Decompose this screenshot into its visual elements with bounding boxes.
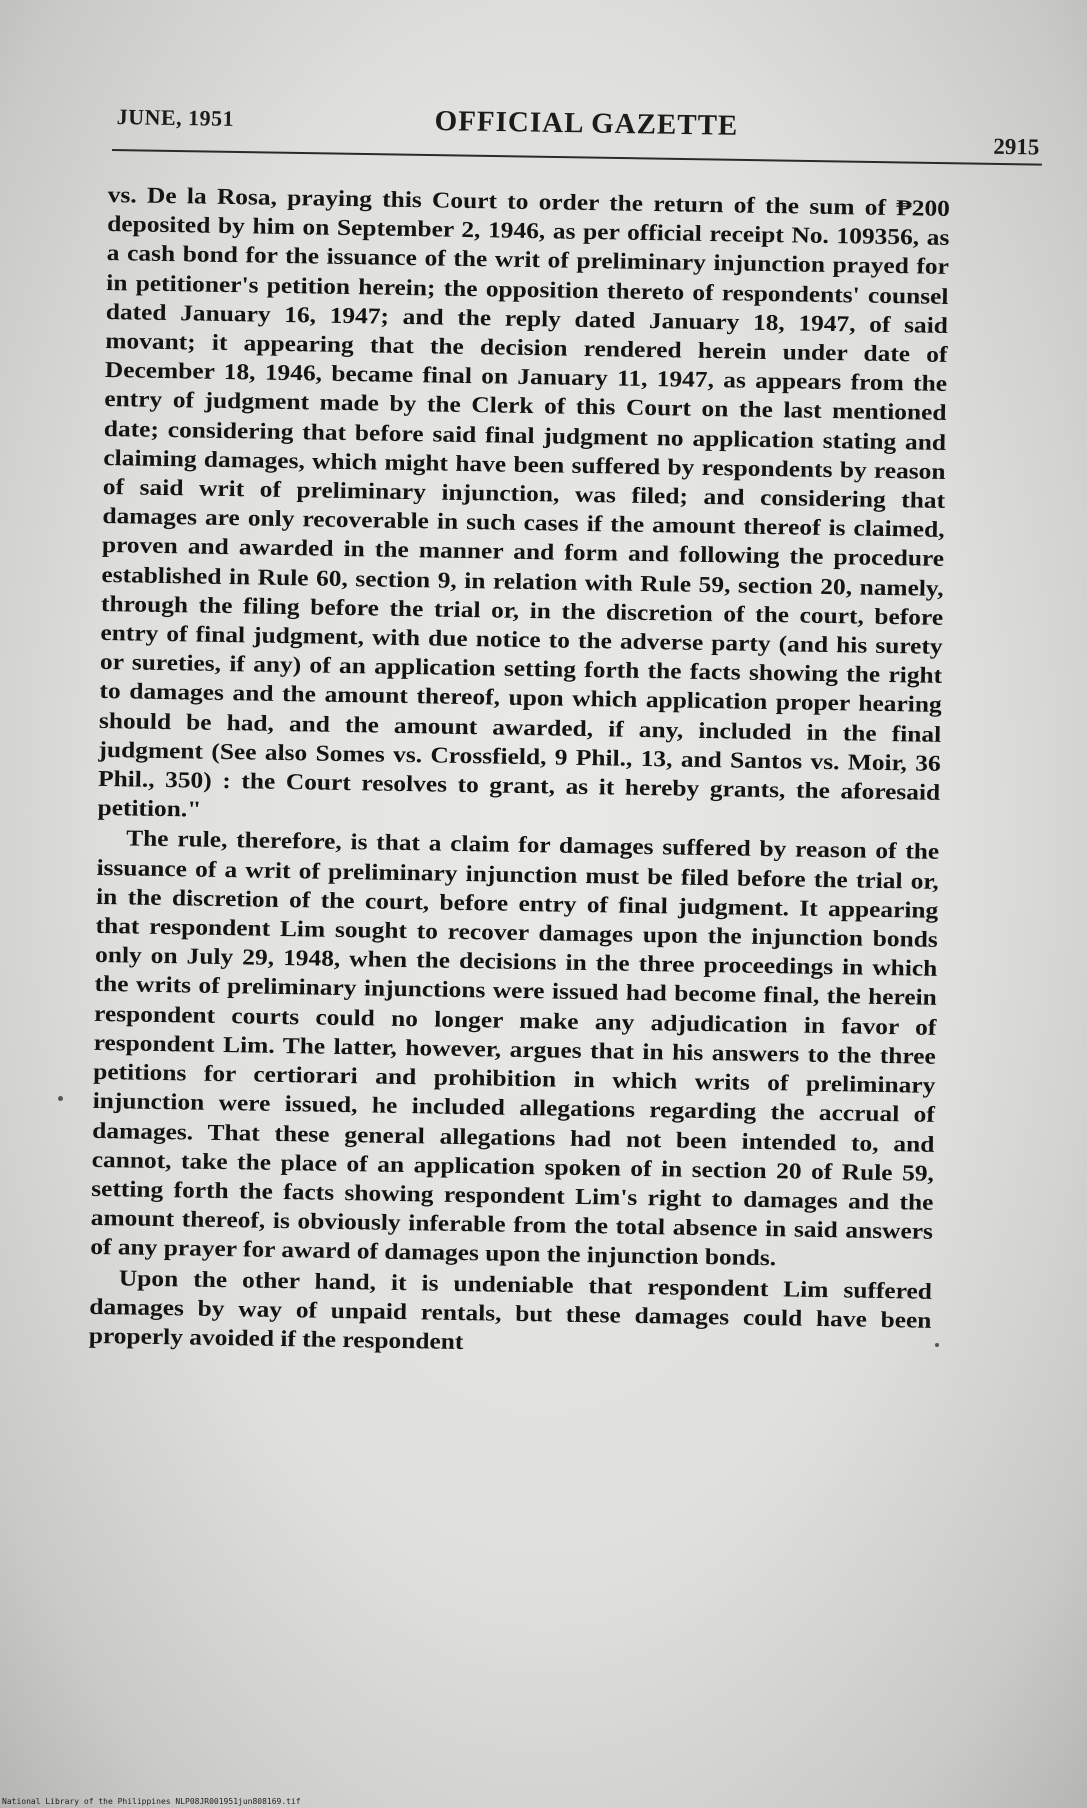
scan-footer: National Library of the Philippines NLP08JR001951jun808169.tif — [2, 1797, 301, 1806]
publication-title: OFFICIAL GAZETTE — [434, 105, 739, 142]
header-date: JUNE, 1951 — [116, 104, 235, 131]
paragraph-3: Upon the other hand, it is undeniable that respondent Lim suffered damages by way of unpaid rentals, but these damages could have been properly avoided if the respondent — [88, 1264, 933, 1354]
page-number: 2915 — [993, 133, 1040, 160]
paragraph-2: The rule, therefore, is that a claim for damages suffered by reason of the issuance of a writ of preliminary injunction must be filed before the trial or, in the discretion of the court, before entry of final judgment. It appearing that respondent Lim sought to recover damages upon the injunction bonds only on July 29, 1948, when the decisions in the three proceedings in which the writs of preliminary injunctions were issued had become final, the herein respondent courts could no longer make any adjudication in favor of respondent Lim. The latter, however, argues that in his answers to the three petitions for certiorari and prohibition in which writs of preliminary injunction were issued, he included allegations regarding the accrual of damages. That these general allegations had not been intended to, and cannot, take the place of an application spoken of in section 20 of Rule 59, setting forth the facts showing respondent Lim's right to damages and the amount thereof, is obviously inferable from the total absence in said answers of any prayer for award of damages upon the injunction bonds. — [90, 825, 940, 1271]
body-text — [89, 180, 951, 1364]
paragraph-1: vs. De la Rosa, praying this Court to order the return of the sum of ₱200 deposited by him on September 2, 1946, as per official receipt No. 109356, as a cash bond for the issuance of the writ of preliminary injunction prayed for in petitioner's petition herein; the opposition thereto of respondents' counsel dated January 16, 1947; and the reply dated January 18, 1947, of said movant; it appearing that the decision rendered herein under date of December 18, 1946, became final on January 11, 1947, as appears from the entry of judgment made by the Clerk of this Court on the last mentioned date; considering that before said final judgment no application stating and claiming damages, which might have been suffered by respondents by reason of said writ of preliminary injunction, was filed; and considering that damages are only recoverable in such cases if the amount thereof is claimed, proven and awarded in the manner and form and following the procedure established in Rule 60, section 9, in relation with Rule 59, section 20, namely, through the filing before the trial or, in the discretion of the court, before entry of final judgment, with due notice to the adverse party (and his surety or sureties, if any) of an application setting forth the facts showing the right to damages and the amount thereof, upon which application proper hearing should be had, and the amount awarded, if any, included in the final judgment (See also Somes vs. Crossfield, 9 Phil., 13, and Santos vs. Moir, 36 Phil., 350) : the Court resolves to grant, as it hereby grants, the aforesaid petition." — [97, 181, 951, 822]
scan-speck — [58, 1096, 63, 1101]
scan-speck — [935, 1343, 939, 1347]
